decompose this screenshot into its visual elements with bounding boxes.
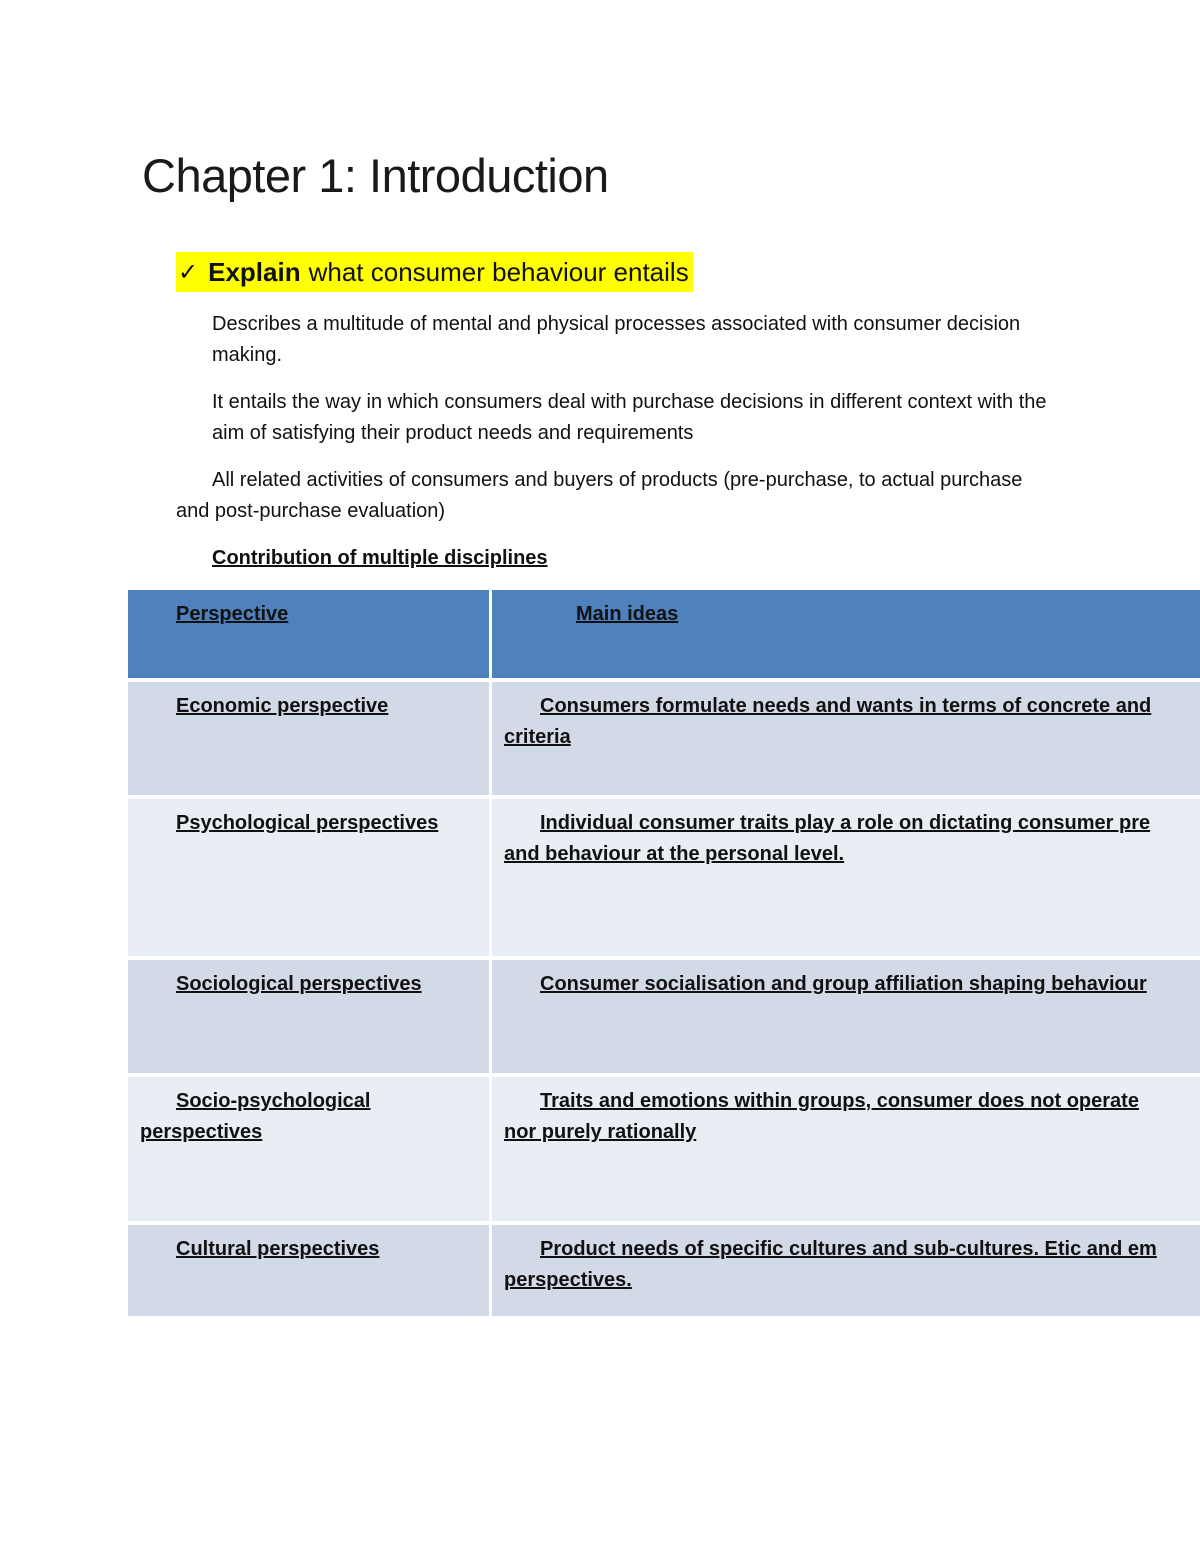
idea-cell — [492, 682, 1200, 795]
perspective-cell — [128, 1077, 492, 1221]
checkmark-icon: ✓ — [178, 258, 199, 286]
objective-text: what consumer behaviour entails — [308, 256, 689, 287]
table-row — [128, 799, 1200, 960]
idea-line: criteria — [504, 726, 571, 748]
perspective-cell: Cultural perspectives — [128, 1225, 492, 1316]
page-title: Chapter 1: Introduction — [142, 149, 609, 202]
perspective-cell: Economic perspective — [128, 682, 492, 795]
table-row — [128, 1077, 1200, 1225]
idea-line: nor purely rationally — [504, 1121, 697, 1143]
table-row — [128, 1225, 1200, 1316]
idea-line: Traits and emotions within groups, consumer does not operate — [540, 1090, 1139, 1112]
idea-cell — [492, 1077, 1200, 1221]
header-main-ideas — [492, 590, 1200, 678]
perspective-line: Socio-psychological — [176, 1090, 371, 1112]
idea-cell — [492, 1225, 1200, 1316]
perspective-cell: Psychological perspectives — [128, 799, 492, 956]
perspective-cell: Sociological perspectives — [128, 960, 492, 1073]
objective-heading — [176, 252, 693, 292]
paragraph-2: It entails the way in which consumers deal with purchase decisions in different context with the aim of satisfying their product needs and requirements — [212, 391, 1047, 444]
objective-bold-text: Explain — [208, 256, 301, 287]
header-main-ideas-label: Main ideas — [576, 603, 679, 625]
idea-cell — [492, 960, 1200, 1073]
idea-line: perspectives. — [504, 1269, 632, 1291]
table-caption: Contribution of multiple disciplines — [212, 547, 548, 569]
paragraph-1: Describes a multitude of mental and physical processes associated with consumer decision making. — [212, 313, 1021, 366]
idea-line: Individual consumer traits play a role on dictating consumer pre — [540, 812, 1151, 834]
idea-line: and behaviour at the personal level. — [504, 843, 845, 865]
table-row — [128, 960, 1200, 1077]
idea-line: Product needs of specific cultures and sub-cultures. Etic and em — [540, 1238, 1157, 1260]
table-header-row — [128, 590, 1200, 682]
idea-line: Consumer socialisation and group affiliation shaping behaviour — [540, 973, 1147, 995]
idea-line: Consumers formulate needs and wants in terms of concrete and — [540, 695, 1152, 717]
perspectives-table — [128, 590, 1200, 1316]
perspective-line: perspectives — [140, 1121, 263, 1143]
idea-cell — [492, 799, 1200, 956]
table-row — [128, 682, 1200, 799]
paragraph-3: All related activities of consumers and buyers of products (pre-purchase, to actual purchase and post-purchase evaluation) — [176, 469, 1023, 522]
header-perspective: Perspective — [128, 590, 492, 678]
